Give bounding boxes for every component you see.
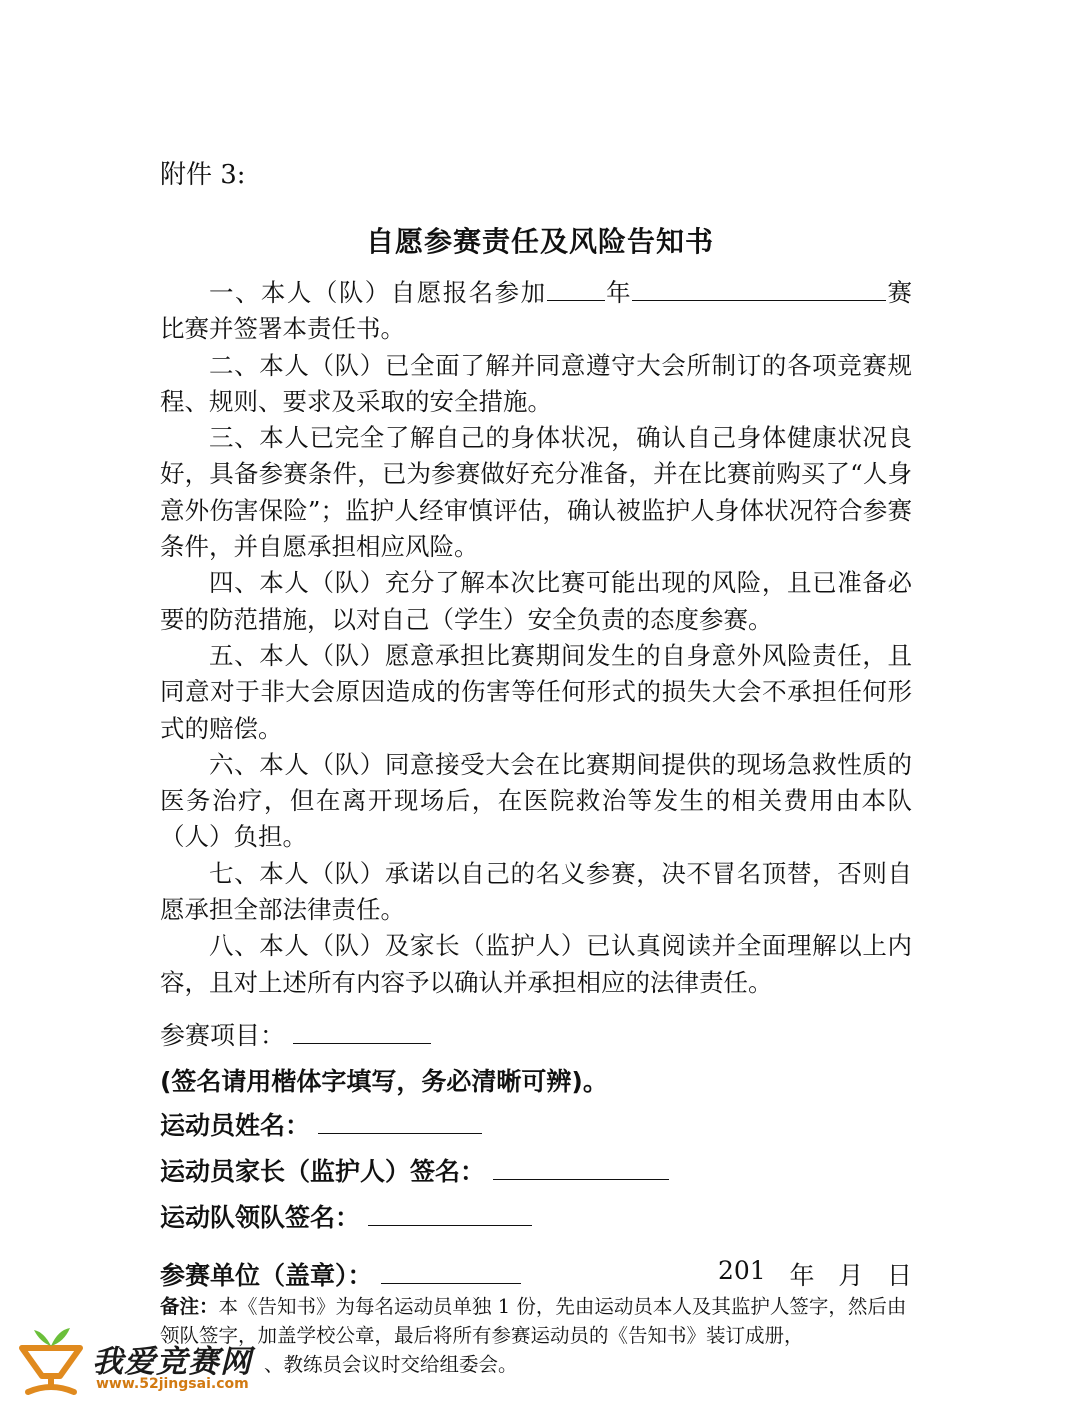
paragraph-6: 六、本人（队）同意接受大会在比赛期间提供的现场急救性质的医务治疗，但在离开现场后，在医院救治等发生的相关费用由本队（人）负担。	[160, 749, 912, 852]
event-label: 参赛项目：	[160, 1021, 286, 1050]
paragraph-2: 二、本人（队）已全面了解并同意遵守大会所制订的各项竞赛规程、规则、要求及采取的安全措施。	[160, 350, 912, 416]
parent-signature-field[interactable]	[493, 1157, 669, 1180]
trophy-cup-icon	[14, 1322, 88, 1398]
year-blank[interactable]	[547, 273, 605, 301]
event-field[interactable]	[293, 1021, 431, 1044]
event-row	[160, 1016, 431, 1052]
watermark-url[interactable]: www.52jingsai.com	[96, 1376, 249, 1392]
sign-note: (签名请用楷体字填写，务必清晰可辨)。	[160, 1067, 608, 1096]
paragraph-5: 五、本人（队）愿意承担比赛期间发生的自身意外风险责任，且同意对于非大会原因造成的伤害等任何形式的损失大会不承担任何形式的赔偿。	[160, 640, 912, 743]
document-title: 自愿参赛责任及风险告知书	[365, 225, 714, 258]
parent-row	[160, 1152, 669, 1188]
event-name-blank[interactable]	[632, 273, 886, 301]
athlete-name-label: 运动员姓名：	[160, 1111, 311, 1140]
unit-row	[160, 1256, 521, 1292]
date-month-label: 月	[838, 1261, 864, 1290]
date-year-label: 年	[789, 1261, 815, 1290]
attachment-label: 附件 3:	[160, 160, 246, 190]
paragraph-1	[160, 273, 912, 348]
leader-signature-label: 运动队领队签名：	[160, 1203, 361, 1232]
date-day-label: 日	[886, 1261, 912, 1290]
athlete-row	[160, 1106, 482, 1142]
paragraph-8: 八、本人（队）及家长（监护人）已认真阅读并全面理解以上内容，且对上述所有内容予以确认并承担相应的法律责任。	[160, 931, 912, 997]
leader-row	[160, 1198, 532, 1234]
parent-signature-label: 运动员家长（监护人）签名：	[160, 1157, 486, 1186]
paragraph-3: 三、本人已完全了解自己的身体状况，确认自己身体健康状况良好，具备参赛条件，已为参赛做好充分准备，并在比赛前购买了“人身意外伤害保险”；监护人经审慎评估，确认被监护人身体状况符合参赛条件，并自愿承担相应风险。	[160, 423, 912, 562]
date-year-prefix: 201	[718, 1256, 766, 1285]
unit-stamp-field[interactable]	[381, 1261, 521, 1284]
date-row	[718, 1256, 912, 1292]
remark-block	[160, 1292, 920, 1379]
paragraph-7: 七、本人（队）承诺以自己的名义参赛，决不冒名顶替，否则自愿承担全部法律责任。	[160, 858, 912, 924]
watermark-site-name: 我爱竞赛网	[92, 1344, 252, 1380]
paragraph-4: 四、本人（队）充分了解本次比赛可能出现的风险，且已准备必要的防范措施，以对自己（学生）安全负责的态度参赛。	[160, 568, 912, 634]
unit-stamp-label: 参赛单位（盖章）：	[160, 1261, 373, 1290]
leader-signature-field[interactable]	[368, 1203, 532, 1226]
paragraph-1-part-b: 年	[604, 277, 633, 307]
remark-text-tail: 、教练员会议时交给组委会。	[264, 1353, 518, 1376]
paragraph-1-part-c: 赛比赛并签署本责任书。	[160, 277, 912, 344]
remark-label: 备注：	[160, 1295, 219, 1318]
paragraph-1-part-a: 一、本人（队）自愿报名参加	[209, 277, 547, 307]
remark-text: 本《告知书》为每名运动员单独 1 份，先由运动员本人及其监护人签字，然后由领队签字，加盖学校公章，最后将所有参赛运动员的《告知书》装订成册，	[160, 1295, 907, 1347]
site-watermark	[14, 1322, 254, 1402]
document-body	[160, 273, 912, 1001]
athlete-name-field[interactable]	[318, 1111, 482, 1134]
